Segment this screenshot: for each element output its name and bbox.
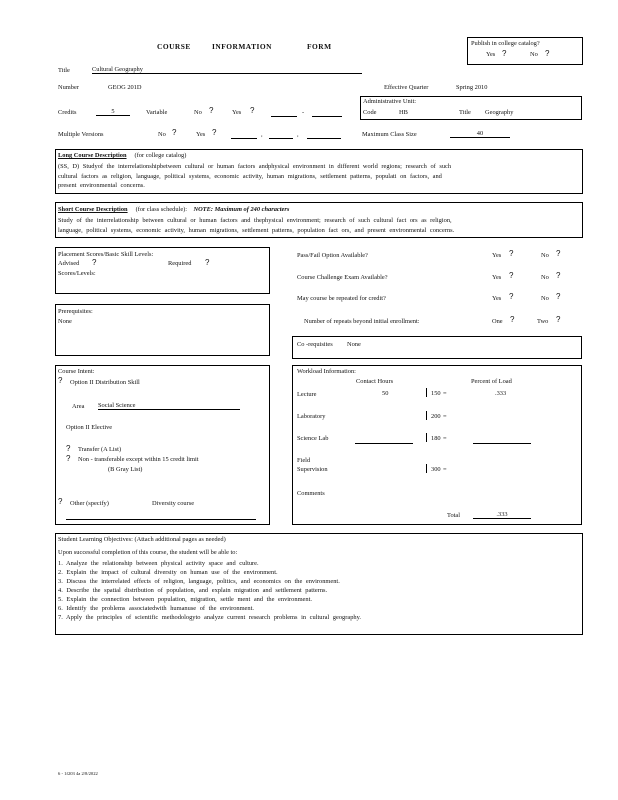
non-transferable-check[interactable]: ? — [66, 454, 71, 463]
slo-title: Student Learning Objectives: (Attach additional pages as needed) — [58, 536, 226, 543]
other-label: Other (specify) — [70, 500, 109, 507]
pass-fail-yes-check[interactable]: ? — [509, 249, 514, 258]
course-intent-label: Course Intent: — [58, 368, 95, 375]
long-description-box — [55, 149, 583, 194]
title-field[interactable]: Cultural Geography — [92, 66, 362, 74]
multi-no-check[interactable]: ? — [172, 128, 177, 137]
placement-required-check[interactable]: ? — [205, 258, 210, 267]
total-label: Total — [447, 512, 461, 519]
variable-no-label: No — [194, 109, 202, 116]
lecture-eq: = — [443, 390, 447, 397]
number-value[interactable]: GEOG 201D — [108, 84, 142, 91]
repeats-two-label: Two — [537, 318, 549, 325]
pass-fail-yes-label: Yes — [492, 252, 502, 259]
transfer-label: Transfer (A List) — [78, 446, 122, 453]
form-title-form: FORM — [307, 42, 332, 51]
title-label: Title — [58, 67, 70, 74]
short-description-title: Short Course Description — [58, 206, 128, 213]
short-description-note: (for class schedule): — [135, 206, 188, 213]
challenge-no-label: No — [541, 274, 549, 281]
long-description-line-1[interactable]: (SS, D) Studyof the interrelationshipbetween cultural or human factors andphysical environment in different world regions; research of such — [58, 163, 452, 170]
lecture-divider — [426, 388, 427, 397]
repeats-count-label: Number of repeats beyond initial enrollment: — [304, 318, 420, 325]
slo-item[interactable]: 6. Identify the problems associatedwith humanuse of the environment. — [58, 605, 254, 612]
total-value[interactable]: .333 — [473, 511, 531, 519]
admin-unit-label: Administrative Unit: — [363, 98, 417, 105]
admin-unit-box — [360, 96, 582, 120]
form-title-information: INFORMATION — [212, 42, 272, 51]
supervision-label: Supervision — [297, 466, 328, 473]
lecture-percent[interactable]: .333 — [495, 390, 507, 397]
diversity-course-label: Diversity course — [152, 500, 195, 507]
credit-range-min[interactable] — [271, 116, 297, 117]
short-description-heading — [58, 206, 289, 213]
corequisites-value[interactable]: None — [347, 341, 361, 348]
area-field[interactable]: Social Science — [98, 402, 240, 410]
prerequisites-box — [55, 304, 270, 356]
lecture-divisor: 150 — [431, 390, 441, 397]
corequisites-label: Co -requisites — [297, 341, 333, 348]
laboratory-label: Laboratory — [297, 413, 326, 420]
slo-box — [55, 533, 583, 635]
multi-yes-label: Yes — [196, 131, 206, 138]
science-lab-divider — [426, 433, 427, 442]
pass-fail-label: Pass/Fail Option Available? — [297, 252, 368, 259]
long-description-title: Long Course Description — [58, 152, 127, 159]
transfer-check[interactable]: ? — [66, 444, 71, 453]
multi-no-label: No — [158, 131, 166, 138]
multi-version-3[interactable] — [307, 138, 341, 139]
b-gray-list-label: (B Gray List) — [108, 466, 143, 473]
placement-advised-label: Advised — [58, 260, 80, 267]
percent-load-header: Percent of Load — [471, 378, 512, 385]
long-description-heading — [58, 152, 186, 159]
placement-box — [55, 247, 270, 294]
challenge-no-check[interactable]: ? — [556, 271, 561, 280]
credits-field[interactable]: 5 — [96, 108, 130, 116]
multi-comma-1: , — [261, 131, 263, 138]
form-title-course: COURSE — [157, 42, 191, 51]
placement-advised-check[interactable]: ? — [92, 258, 97, 267]
non-transferable-label: Non - transferable except within 15 credit limit — [78, 456, 199, 463]
comments-label: Comments — [297, 490, 325, 497]
opt2-distribution-label: Option II Distribution Skill — [70, 379, 140, 386]
multi-version-1[interactable] — [231, 138, 257, 139]
slo-item[interactable]: 7. Apply the principles of scientific methodologyto analyze current research problems in cultural geography. — [58, 614, 361, 621]
repeat-no-label: No — [541, 295, 549, 302]
short-description-line-1[interactable]: Study of the interrelationship between cultural or human factors and thephysical environment; research of such cultural fact ors as religion, — [58, 217, 452, 224]
admin-code-label: Code — [363, 109, 377, 116]
course-intent-box — [55, 365, 270, 525]
effective-value[interactable]: Spring 2010 — [456, 84, 488, 91]
science-lab-hours-field[interactable] — [355, 443, 413, 444]
repeat-yes-check[interactable]: ? — [509, 292, 514, 301]
corequisites-box — [292, 336, 582, 359]
workload-box — [292, 365, 582, 525]
multi-yes-check[interactable]: ? — [212, 128, 217, 137]
long-description-line-2[interactable]: cultural factors as religion, language, political systems, economic activity, human migrations, settlement patterns, populati on factors, and — [58, 173, 442, 180]
credit-range-dash: - — [302, 109, 305, 116]
science-lab-eq: = — [443, 435, 447, 442]
variable-yes-check[interactable]: ? — [250, 106, 255, 115]
prerequisites-value[interactable]: None — [58, 318, 72, 325]
admin-code-value[interactable]: HB — [399, 109, 408, 116]
area-label: Area — [72, 403, 85, 410]
max-class-size-field[interactable]: 40 — [450, 130, 510, 138]
slo-item[interactable]: 5. Explain the connection between population, migration, settle ment and the environment. — [58, 596, 312, 603]
admin-title-label: Title — [459, 109, 471, 116]
footer-code: 6 - 1f203 4a 2/8/2022 — [58, 771, 98, 776]
long-description-note: (for college catalog) — [134, 152, 187, 159]
opt2-distribution-check[interactable]: ? — [58, 376, 63, 385]
max-class-size-label: Maximum Class Size — [362, 131, 417, 138]
variable-yes-label: Yes — [232, 109, 242, 116]
publish-label: Publish in college catalog? — [471, 40, 540, 47]
field-divider — [426, 464, 427, 473]
effective-label: Effective Quarter — [384, 84, 429, 91]
short-description-max-note: NOTE: Maximum of 240 characters — [193, 206, 290, 213]
field-divisor: 300 — [431, 466, 441, 473]
science-lab-percent-field[interactable] — [473, 443, 531, 444]
multiple-versions-label: Multiple Versions — [58, 131, 104, 138]
multi-comma-2: , — [297, 131, 299, 138]
opt2-elective-label: Option II Elective — [66, 424, 113, 431]
slo-intro: Upon successful completion of this course, the student will be able to: — [58, 549, 238, 556]
challenge-exam-label: Course Challenge Exam Available? — [297, 274, 388, 281]
repeats-one-label: One — [492, 318, 503, 325]
repeats-two-check[interactable]: ? — [556, 315, 561, 324]
repeat-yes-label: Yes — [492, 295, 502, 302]
number-label: Number — [58, 84, 79, 91]
slo-item[interactable]: 4. Describe the spatial distribution of population, and explain migration and settlement patterns. — [58, 587, 328, 594]
repeat-credit-label: May course be repeated for credit? — [297, 295, 386, 302]
laboratory-divider — [426, 411, 427, 420]
challenge-yes-label: Yes — [492, 274, 502, 281]
workload-label: Workload Information: — [297, 368, 356, 375]
multi-version-2[interactable] — [269, 138, 293, 139]
other-specify-field[interactable] — [66, 519, 256, 520]
publish-no-label: No — [530, 51, 538, 58]
credits-label: Credits — [58, 109, 77, 116]
admin-title-value[interactable]: Geography — [485, 109, 514, 116]
short-description-box — [55, 202, 583, 238]
publish-yes-label: Yes — [486, 51, 496, 58]
pass-fail-no-label: No — [541, 252, 549, 259]
science-lab-divisor: 180 — [431, 435, 441, 442]
long-description-line-3[interactable]: present environmental concerns. — [58, 182, 145, 189]
field-eq: = — [443, 466, 447, 473]
credit-range-max[interactable] — [312, 116, 342, 117]
pass-fail-no-check[interactable]: ? — [556, 249, 561, 258]
science-lab-label: Science Lab — [297, 435, 329, 442]
challenge-yes-check[interactable]: ? — [509, 271, 514, 280]
slo-item[interactable]: 2. Explain the impact of cultural diversity on human use of the environment. — [58, 569, 278, 576]
placement-required-label: Required — [168, 260, 192, 267]
placement-label: Placement Scores/Basic Skill Levels: — [58, 251, 154, 258]
field-label: Field — [297, 457, 311, 464]
laboratory-divisor: 200 — [431, 413, 441, 420]
other-check[interactable]: ? — [58, 497, 63, 506]
lecture-hours[interactable]: 50 — [382, 390, 389, 397]
publish-no-check[interactable]: ? — [545, 49, 550, 58]
laboratory-eq: = — [443, 413, 447, 420]
placement-scores-label: Scores/Levels: — [58, 270, 96, 277]
publish-yes-check[interactable]: ? — [502, 49, 507, 58]
variable-label: Variable — [146, 109, 168, 116]
variable-no-check[interactable]: ? — [209, 106, 214, 115]
publish-box — [467, 37, 583, 65]
short-description-line-2[interactable]: language, political systems, economic activity, human migrations, settlement patterns, population fact ors, and present environmental concerns. — [58, 227, 455, 234]
contact-hours-header: Contact Hours — [356, 378, 394, 385]
repeat-no-check[interactable]: ? — [556, 292, 561, 301]
lecture-label: Lecture — [297, 391, 317, 398]
prerequisites-label: Prerequisites: — [58, 308, 93, 315]
slo-item[interactable]: 1. Analyze the relationship between physical activity space and culture. — [58, 560, 259, 567]
repeats-one-check[interactable]: ? — [510, 315, 515, 324]
slo-item[interactable]: 3. Discuss the interrelated effects of religion, language, politics, and economics on the environment. — [58, 578, 340, 585]
